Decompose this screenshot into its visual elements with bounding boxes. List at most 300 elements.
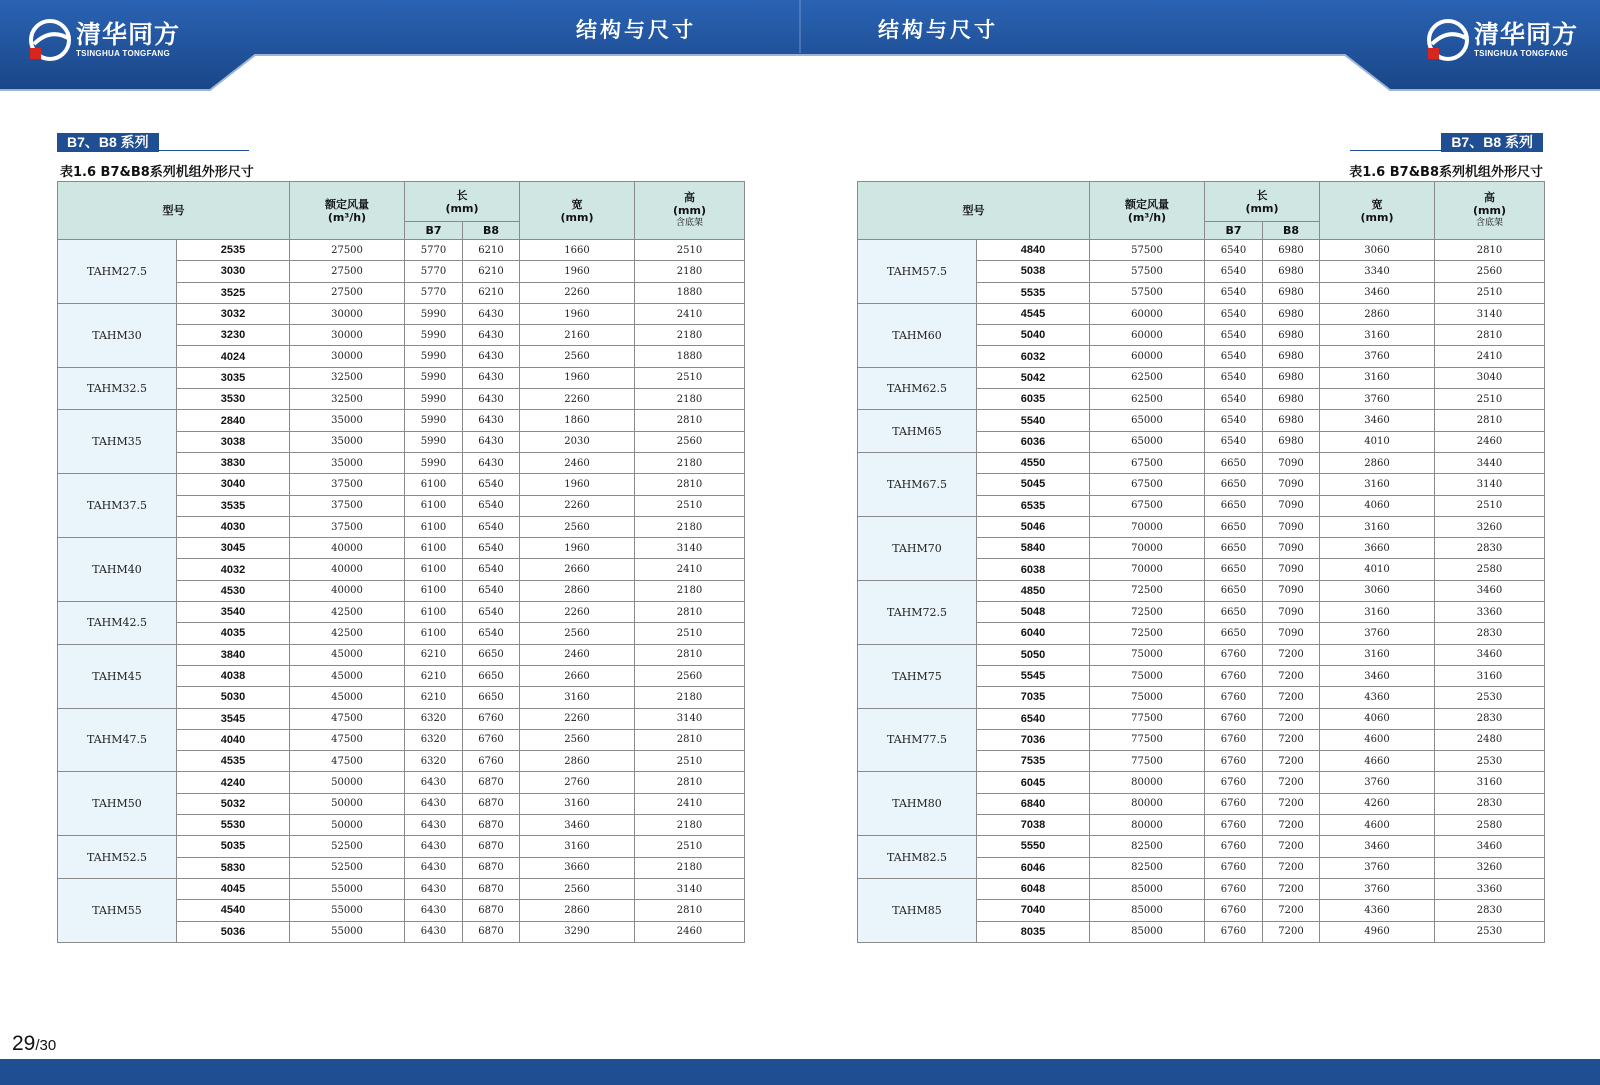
model-cell: TAHM35 [58, 410, 177, 474]
airflow-cell: 47500 [290, 708, 405, 729]
width-cell: 4360 [1320, 687, 1435, 708]
length-b7-cell: 6650 [1205, 495, 1263, 516]
length-b7-cell: 6430 [405, 772, 463, 793]
width-cell: 3160 [1320, 367, 1435, 388]
col-header-height [1435, 182, 1545, 240]
length-label: 长 [1256, 188, 1268, 202]
unit-code-cell: 3038 [177, 431, 290, 452]
model-cell: TAHM27.5 [58, 240, 177, 304]
length-b7-cell: 6100 [405, 516, 463, 537]
unit-code-cell: 3545 [177, 708, 290, 729]
length-b7-cell: 5990 [405, 431, 463, 452]
dimension-table-left [57, 181, 745, 943]
airflow-cell: 35000 [290, 410, 405, 431]
height-cell: 2530 [1435, 921, 1545, 942]
height-cell: 3160 [1435, 665, 1545, 686]
table-row [858, 878, 1545, 899]
unit-code-cell: 4840 [977, 240, 1090, 261]
model-cell: TAHM75 [858, 644, 977, 708]
height-cell: 2510 [1435, 495, 1545, 516]
unit-code-cell: 3035 [177, 367, 290, 388]
length-b7-cell: 6650 [1205, 452, 1263, 473]
length-b7-cell: 6100 [405, 538, 463, 559]
length-b7-cell: 6760 [1205, 644, 1263, 665]
series-underline-right [1350, 150, 1543, 151]
height-cell: 2830 [1435, 793, 1545, 814]
height-cell: 2510 [635, 240, 745, 261]
series-underline-left [57, 150, 249, 151]
length-b8-cell: 6760 [463, 751, 520, 772]
length-b8-cell: 6980 [1263, 303, 1320, 324]
height-cell: 2410 [1435, 346, 1545, 367]
length-b7-cell: 6430 [405, 921, 463, 942]
width-cell: 2560 [520, 346, 635, 367]
length-b8-cell: 6210 [463, 240, 520, 261]
airflow-cell: 70000 [1090, 516, 1205, 537]
length-b7-cell: 5990 [405, 325, 463, 346]
height-cell: 2480 [1435, 729, 1545, 750]
unit-code-cell: 5042 [977, 367, 1090, 388]
page-header [0, 0, 1600, 95]
length-b7-cell: 6650 [1205, 623, 1263, 644]
airflow-cell: 80000 [1090, 793, 1205, 814]
length-b7-cell: 6210 [405, 665, 463, 686]
table-row [58, 367, 745, 388]
width-cell: 1960 [520, 367, 635, 388]
model-cell: TAHM30 [58, 303, 177, 367]
unit-code-cell: 5046 [977, 516, 1090, 537]
unit-code-cell: 6036 [977, 431, 1090, 452]
length-b7-cell: 6760 [1205, 921, 1263, 942]
length-b8-cell: 6540 [463, 602, 520, 623]
col-header-airflow [290, 182, 405, 240]
height-cell: 2810 [635, 602, 745, 623]
width-cell: 4260 [1320, 793, 1435, 814]
length-b8-cell: 6870 [463, 793, 520, 814]
width-cell: 2660 [520, 665, 635, 686]
height-unit: (mm) [1473, 204, 1506, 217]
col-header-width [520, 182, 635, 240]
length-b7-cell: 6540 [1205, 431, 1263, 452]
unit-code-cell: 6045 [977, 772, 1090, 793]
model-cell: TAHM37.5 [58, 474, 177, 538]
unit-code-cell: 8035 [977, 921, 1090, 942]
length-b8-cell: 6870 [463, 772, 520, 793]
table-title-left: 表1.6 B7&B8系列机组外形尺寸 [60, 165, 254, 180]
airflow-cell: 55000 [290, 878, 405, 899]
length-b8-cell: 7200 [1263, 644, 1320, 665]
length-b7-cell: 6540 [1205, 410, 1263, 431]
table-row [858, 772, 1545, 793]
width-cell: 4060 [1320, 495, 1435, 516]
brand-logo-right [1426, 18, 1578, 62]
col-header-b7: B7 [1205, 222, 1263, 240]
length-b7-cell: 5990 [405, 410, 463, 431]
height-label: 高 [684, 191, 696, 204]
length-b7-cell: 6540 [1205, 282, 1263, 303]
height-cell: 1880 [635, 282, 745, 303]
airflow-cell: 62500 [1090, 389, 1205, 410]
height-cell: 2560 [635, 665, 745, 686]
table-row [858, 836, 1545, 857]
width-cell: 3760 [1320, 857, 1435, 878]
airflow-cell: 80000 [1090, 815, 1205, 836]
length-b8-cell: 6430 [463, 389, 520, 410]
airflow-cell: 77500 [1090, 751, 1205, 772]
table-row [58, 772, 745, 793]
airflow-cell: 55000 [290, 900, 405, 921]
height-cell: 3140 [635, 708, 745, 729]
unit-code-cell: 6540 [977, 708, 1090, 729]
length-b8-cell: 6540 [463, 474, 520, 495]
width-cell: 1660 [520, 240, 635, 261]
unit-code-cell: 5036 [177, 921, 290, 942]
width-cell: 3160 [520, 836, 635, 857]
brand-name-cn: 清华同方 [1474, 20, 1579, 49]
length-b8-cell: 6650 [463, 665, 520, 686]
airflow-cell: 37500 [290, 495, 405, 516]
length-b8-cell: 7200 [1263, 729, 1320, 750]
series-tag-left: B7、B8 系列 [57, 133, 159, 152]
airflow-cell: 72500 [1090, 602, 1205, 623]
width-cell: 3760 [1320, 623, 1435, 644]
table-row [58, 303, 745, 324]
airflow-cell: 32500 [290, 389, 405, 410]
table-row [58, 410, 745, 431]
model-cell: TAHM60 [858, 303, 977, 367]
brand-name-en: TSINGHUA TONGFANG [1474, 49, 1568, 58]
airflow-cell: 35000 [290, 431, 405, 452]
col-header-length [1205, 182, 1320, 222]
length-b8-cell: 7200 [1263, 793, 1320, 814]
model-cell: TAHM52.5 [58, 836, 177, 879]
width-cell: 1860 [520, 410, 635, 431]
length-b8-cell: 7200 [1263, 772, 1320, 793]
height-cell: 2810 [635, 729, 745, 750]
length-b8-cell: 7200 [1263, 878, 1320, 899]
unit-code-cell: 4240 [177, 772, 290, 793]
height-cell: 2830 [1435, 623, 1545, 644]
width-cell: 2860 [520, 900, 635, 921]
unit-code-cell: 5545 [977, 665, 1090, 686]
height-cell: 2560 [635, 431, 745, 452]
model-cell: TAHM67.5 [858, 452, 977, 516]
length-b7-cell: 6210 [405, 687, 463, 708]
length-b8-cell: 6540 [463, 623, 520, 644]
table-row [58, 644, 745, 665]
width-cell: 3760 [1320, 878, 1435, 899]
width-cell: 2860 [1320, 452, 1435, 473]
airflow-cell: 62500 [1090, 367, 1205, 388]
height-note: 含底架 [1476, 218, 1504, 228]
model-cell: TAHM65 [858, 410, 977, 453]
unit-code-cell: 3230 [177, 325, 290, 346]
length-b7-cell: 6650 [1205, 602, 1263, 623]
brand-logo-left [28, 18, 180, 62]
airflow-unit: (m³/h) [327, 210, 367, 224]
height-cell: 3140 [1435, 303, 1545, 324]
height-cell: 2530 [1435, 687, 1545, 708]
width-cell: 3460 [520, 815, 635, 836]
width-cell: 4060 [1320, 708, 1435, 729]
height-cell: 2580 [1435, 559, 1545, 580]
length-b8-cell: 7090 [1263, 538, 1320, 559]
brand-name-cn: 清华同方 [76, 20, 181, 49]
length-b7-cell: 6210 [405, 644, 463, 665]
length-b8-cell: 6980 [1263, 240, 1320, 261]
unit-code-cell: 6840 [977, 793, 1090, 814]
unit-code-cell: 4032 [177, 559, 290, 580]
length-b8-cell: 7200 [1263, 815, 1320, 836]
airflow-cell: 30000 [290, 325, 405, 346]
width-cell: 2260 [520, 282, 635, 303]
width-cell: 3160 [520, 793, 635, 814]
unit-code-cell: 5038 [977, 261, 1090, 282]
header-title-left: 结构与尺寸 [576, 17, 696, 42]
length-b8-cell: 7090 [1263, 516, 1320, 537]
width-cell: 3660 [520, 857, 635, 878]
width-cell: 2560 [520, 623, 635, 644]
dimension-table-right [857, 181, 1545, 943]
width-unit: (mm) [560, 210, 594, 224]
model-cell: TAHM62.5 [858, 367, 977, 410]
length-unit: (mm) [445, 201, 479, 215]
length-b7-cell: 5990 [405, 367, 463, 388]
width-cell: 3160 [1320, 644, 1435, 665]
height-cell: 3360 [1435, 602, 1545, 623]
length-b7-cell: 6650 [1205, 580, 1263, 601]
airflow-cell: 42500 [290, 623, 405, 644]
width-cell: 4010 [1320, 559, 1435, 580]
unit-code-cell: 6035 [977, 389, 1090, 410]
unit-code-cell: 3540 [177, 602, 290, 623]
unit-code-cell: 5550 [977, 836, 1090, 857]
length-b7-cell: 6540 [1205, 389, 1263, 410]
height-label: 高 [1484, 191, 1496, 204]
length-b8-cell: 6980 [1263, 282, 1320, 303]
width-label: 宽 [571, 197, 583, 211]
height-note: 含底架 [676, 218, 704, 228]
unit-code-cell: 7040 [977, 900, 1090, 921]
width-cell: 3460 [1320, 665, 1435, 686]
height-cell: 2830 [1435, 708, 1545, 729]
unit-code-cell: 2535 [177, 240, 290, 261]
length-b8-cell: 6980 [1263, 261, 1320, 282]
airflow-cell: 47500 [290, 729, 405, 750]
length-label: 长 [456, 188, 468, 202]
length-b7-cell: 6430 [405, 836, 463, 857]
height-cell: 2180 [635, 452, 745, 473]
height-cell: 2180 [635, 580, 745, 601]
height-cell: 3040 [1435, 367, 1545, 388]
table-row [58, 836, 745, 857]
length-b7-cell: 6760 [1205, 665, 1263, 686]
airflow-cell: 30000 [290, 346, 405, 367]
unit-code-cell: 5032 [177, 793, 290, 814]
height-cell: 2810 [635, 474, 745, 495]
length-b7-cell: 6760 [1205, 900, 1263, 921]
length-b7-cell: 6760 [1205, 729, 1263, 750]
height-cell: 2510 [635, 623, 745, 644]
height-cell: 2810 [635, 410, 745, 431]
width-cell: 3760 [1320, 389, 1435, 410]
height-cell: 3260 [1435, 516, 1545, 537]
airflow-cell: 30000 [290, 303, 405, 324]
page-total: /30 [35, 1037, 57, 1054]
unit-code-cell: 5530 [177, 815, 290, 836]
width-unit: (mm) [1360, 210, 1394, 224]
airflow-cell: 82500 [1090, 836, 1205, 857]
length-b8-cell: 7200 [1263, 921, 1320, 942]
length-b7-cell: 6540 [1205, 261, 1263, 282]
unit-code-cell: 4030 [177, 516, 290, 537]
airflow-cell: 37500 [290, 474, 405, 495]
unit-code-cell: 4540 [177, 900, 290, 921]
width-cell: 3160 [1320, 516, 1435, 537]
airflow-cell: 82500 [1090, 857, 1205, 878]
page-current: 29 [12, 1032, 36, 1055]
height-cell: 2180 [635, 261, 745, 282]
airflow-cell: 50000 [290, 772, 405, 793]
length-b7-cell: 6760 [1205, 687, 1263, 708]
model-cell: TAHM40 [58, 538, 177, 602]
width-cell: 2860 [520, 580, 635, 601]
height-cell: 2810 [1435, 410, 1545, 431]
width-cell: 2660 [520, 559, 635, 580]
table-row [58, 602, 745, 623]
airflow-cell: 40000 [290, 559, 405, 580]
width-cell: 3060 [1320, 580, 1435, 601]
tongfang-logo-icon [28, 18, 72, 62]
height-cell: 3360 [1435, 878, 1545, 899]
unit-code-cell: 5840 [977, 538, 1090, 559]
airflow-cell: 47500 [290, 751, 405, 772]
brand-name-en: TSINGHUA TONGFANG [76, 49, 170, 58]
height-cell: 2510 [1435, 282, 1545, 303]
width-cell: 3460 [1320, 836, 1435, 857]
model-cell: TAHM70 [858, 516, 977, 580]
length-b8-cell: 6760 [463, 729, 520, 750]
airflow-unit: (m³/h) [1127, 210, 1167, 224]
airflow-cell: 75000 [1090, 665, 1205, 686]
unit-code-cell: 3830 [177, 452, 290, 473]
airflow-cell: 72500 [1090, 580, 1205, 601]
airflow-cell: 60000 [1090, 325, 1205, 346]
height-unit: (mm) [673, 204, 706, 217]
length-b8-cell: 7200 [1263, 900, 1320, 921]
width-cell: 2460 [520, 644, 635, 665]
length-b8-cell: 6980 [1263, 325, 1320, 346]
height-cell: 1880 [635, 346, 745, 367]
width-cell: 1960 [520, 474, 635, 495]
unit-code-cell: 3840 [177, 644, 290, 665]
height-cell: 3460 [1435, 580, 1545, 601]
airflow-cell: 67500 [1090, 452, 1205, 473]
airflow-label: 额定风量 [325, 197, 369, 211]
length-b7-cell: 6100 [405, 559, 463, 580]
height-cell: 2830 [1435, 900, 1545, 921]
length-b8-cell: 6430 [463, 325, 520, 346]
length-b8-cell: 6980 [1263, 367, 1320, 388]
width-cell: 2860 [520, 751, 635, 772]
airflow-cell: 27500 [290, 261, 405, 282]
unit-code-cell: 6046 [977, 857, 1090, 878]
table-row [58, 474, 745, 495]
width-cell: 2260 [520, 495, 635, 516]
height-cell: 2810 [635, 900, 745, 921]
airflow-cell: 37500 [290, 516, 405, 537]
length-b7-cell: 6540 [1205, 367, 1263, 388]
table-row [58, 538, 745, 559]
height-cell: 2180 [635, 325, 745, 346]
height-cell: 2510 [635, 495, 745, 516]
table-row [858, 240, 1545, 261]
airflow-cell: 60000 [1090, 346, 1205, 367]
airflow-cell: 85000 [1090, 878, 1205, 899]
unit-code-cell: 5035 [177, 836, 290, 857]
length-b8-cell: 6980 [1263, 389, 1320, 410]
table-row [58, 708, 745, 729]
length-b8-cell: 6540 [463, 538, 520, 559]
width-cell: 4600 [1320, 729, 1435, 750]
width-cell: 4600 [1320, 815, 1435, 836]
length-b8-cell: 7090 [1263, 495, 1320, 516]
table-row [858, 516, 1545, 537]
length-b8-cell: 6430 [463, 410, 520, 431]
airflow-cell: 50000 [290, 815, 405, 836]
length-b7-cell: 6430 [405, 900, 463, 921]
width-cell: 2760 [520, 772, 635, 793]
airflow-cell: 52500 [290, 836, 405, 857]
width-cell: 2260 [520, 389, 635, 410]
table-row [58, 878, 745, 899]
length-b8-cell: 6870 [463, 921, 520, 942]
height-cell: 3460 [1435, 836, 1545, 857]
length-b7-cell: 6540 [1205, 346, 1263, 367]
airflow-cell: 70000 [1090, 559, 1205, 580]
length-b7-cell: 6760 [1205, 878, 1263, 899]
width-cell: 3460 [1320, 410, 1435, 431]
length-b7-cell: 6650 [1205, 516, 1263, 537]
length-unit: (mm) [1245, 201, 1279, 215]
col-header-height [635, 182, 745, 240]
width-cell: 2560 [520, 878, 635, 899]
airflow-cell: 27500 [290, 282, 405, 303]
width-cell: 3460 [1320, 282, 1435, 303]
model-cell: TAHM42.5 [58, 602, 177, 645]
unit-code-cell: 6048 [977, 878, 1090, 899]
unit-code-cell: 6040 [977, 623, 1090, 644]
height-cell: 3440 [1435, 452, 1545, 473]
table-row [858, 303, 1545, 324]
length-b7-cell: 5990 [405, 346, 463, 367]
width-cell: 2560 [520, 516, 635, 537]
length-b7-cell: 6100 [405, 623, 463, 644]
unit-code-cell: 4040 [177, 729, 290, 750]
length-b7-cell: 6650 [1205, 559, 1263, 580]
unit-code-cell: 3535 [177, 495, 290, 516]
length-b7-cell: 5990 [405, 389, 463, 410]
width-cell: 2560 [520, 729, 635, 750]
tongfang-logo-icon [1426, 18, 1470, 62]
height-cell: 2180 [635, 687, 745, 708]
width-cell: 1960 [520, 261, 635, 282]
length-b7-cell: 6760 [1205, 857, 1263, 878]
unit-code-cell: 4850 [977, 580, 1090, 601]
length-b7-cell: 6760 [1205, 793, 1263, 814]
col-header-model: 型号 [58, 182, 290, 240]
unit-code-cell: 5030 [177, 687, 290, 708]
